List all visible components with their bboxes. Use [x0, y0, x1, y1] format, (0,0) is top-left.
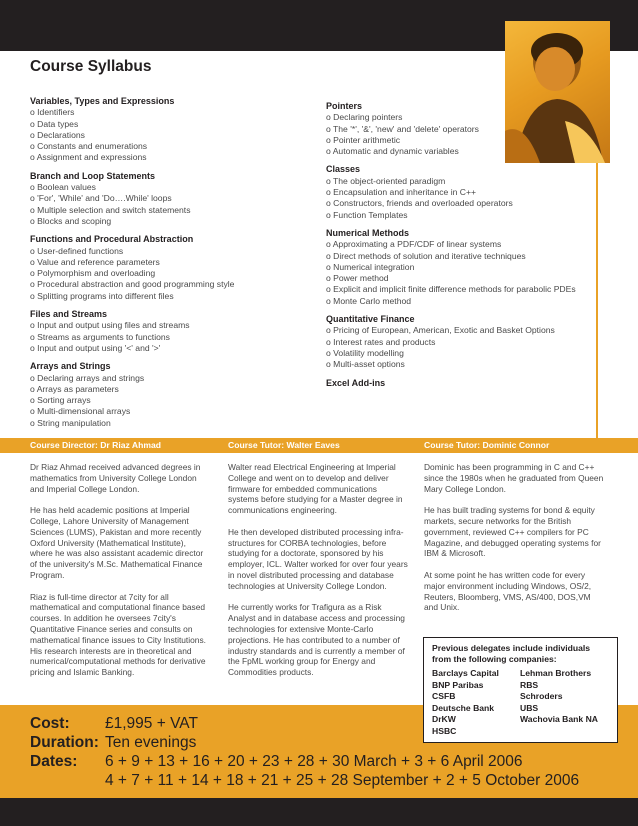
syllabus-item: o Blocks and scoping [30, 215, 112, 226]
syllabus-item: o Volatility modelling [326, 347, 404, 358]
syllabus-item: o Pointer arithmetic [326, 134, 401, 145]
bio-walter [228, 462, 408, 689]
syllabus-item: o Interest rates and products [326, 336, 436, 347]
company-list [432, 668, 609, 737]
syllabus-item: o Constants and enumerations [30, 141, 148, 152]
cost-label: Cost: [30, 715, 70, 732]
syllabus-item: o Encapsulation and inheritance in C++ [326, 187, 477, 198]
syllabus-item: o Automatic and dynamic variables [326, 146, 459, 157]
bio-paragraph: He has held academic positions at Imperial College, Lahore University of Management Sciences (LUMS), Pakistan and more recently Oxford University (Mathematical Institute), where he was also assistant academic director of the university's M.Sc. Mathematical Finance Program. [30, 505, 204, 580]
accent-line [596, 163, 598, 438]
bio-paragraph: He then developed distributed processing infra-structures for CORBA technologies, before studying for a doctorate, sponsored by his employer, ICL. Walter worked for over four years in novel distributed processing and database technologies at University College London. [228, 526, 408, 591]
syllabus-item: o Data types [30, 118, 79, 129]
bio-paragraph: He currently works for Trafigura as a Risk Analyst and in database access and processing technologies for extensive Monte-Carlo projections. He has contributed to a number of industry standards and is currently a member of the FpML working group for Energy and Commodities products. [228, 602, 405, 678]
staff-heading: Course Tutor: Dominic Connor [424, 440, 550, 450]
syllabus-item: o Numerical integration [326, 261, 415, 272]
syllabus-item: o Boolean values [30, 182, 96, 193]
section-title: Branch and Loop Statements [30, 170, 156, 181]
company-name: Schroders [520, 691, 563, 701]
syllabus-item: o Explicit and implicit finite difference methods for parabolic PDEs [326, 284, 576, 295]
syllabus-item: o Input and output using '<' and '>' [30, 342, 161, 353]
syllabus-item: o Input and output using files and streams [30, 320, 190, 331]
syllabus-item: o The '*', '&', 'new' and 'delete' operators [326, 123, 479, 134]
duration-value: Ten evenings [105, 734, 197, 751]
section-title: Quantitative Finance [326, 314, 415, 325]
bio-paragraph: Riaz is full-time director at 7city for all mathematical and computational finance based courses. In addition he oversees 7city's Quantitative Finance series and consults on mathematical finance issues to City Institutions. His research interests are in theoretical and numerical/computational methods for derivative pricing and Islamic Banking. [30, 591, 206, 678]
dates-value-1: 6 + 9 + 13 + 16 + 20 + 23 + 28 + 30 March + 3 + 6 April 2006 [105, 753, 523, 770]
syllabus-item: o Monte Carlo method [326, 295, 412, 306]
syllabus-item: o User-defined functions [30, 245, 124, 256]
syllabus-item: o Streams as arguments to functions [30, 331, 170, 342]
section-title: Excel Add-ins [326, 377, 386, 388]
syllabus-item: o Pricing of European, American, Exotic and Basket Options [326, 325, 555, 336]
bottom-bar [0, 798, 638, 826]
section-title: Numerical Methods [326, 227, 410, 238]
syllabus-right-column [326, 101, 596, 389]
syllabus-item: o Multi-asset options [326, 359, 405, 370]
company-name: Barclays Capital [432, 668, 499, 678]
staff-header-band [0, 438, 638, 453]
dates-label: Dates: [30, 753, 78, 770]
syllabus-item: o Declaring arrays and strings [30, 372, 145, 383]
company-name: CSFB [432, 691, 456, 701]
section-title: Arrays and Strings [30, 361, 111, 372]
bio-paragraph: He has built trading systems for bond & equity markets, secure networks for the British government, reviewed C++ compilers for PC Magazine, and debugged operating systems for IBM & Microsoft. [424, 505, 601, 559]
syllabus-item: o Assignment and expressions [30, 152, 147, 163]
staff-heading: Course Director: Dr Riaz Ahmad [30, 440, 161, 450]
syllabus-item: o The object-oriented paradigm [326, 175, 446, 186]
section-title: Pointers [326, 101, 363, 111]
company-name: Wachovia Bank NA [520, 714, 598, 724]
delegates-box [423, 637, 618, 743]
staff-heading: Course Tutor: Walter Eaves [228, 440, 340, 450]
delegates-heading: Previous delegates include individuals from the following companies: [432, 643, 591, 664]
bio-paragraph: Dr Riaz Ahmad received advanced degrees in mathematics from University College London and Imperial College London. [30, 462, 201, 494]
page-title: Course Syllabus [30, 58, 152, 75]
company-name: Deutsche Bank [432, 702, 495, 713]
syllabus-item: o Declaring pointers [326, 112, 403, 123]
bio-paragraph: Walter read Electrical Engineering at Imperial College and went on to develop and deliver firmware for embedded communications systems before studying for a Master degree in communications engineering. [228, 462, 403, 516]
syllabus-item: o Value and reference parameters [30, 256, 160, 267]
bio-paragraph: Dominic has been programming in C and C++ since the 1980s when he graduated from Queen Mary College London. [424, 462, 604, 494]
section-title: Functions and Procedural Abstraction [30, 234, 194, 245]
syllabus-item: o Power method [326, 273, 389, 284]
syllabus-item: o Polymorphism and overloading [30, 268, 156, 279]
duration-label: Duration: [30, 734, 99, 751]
bio-director [30, 462, 210, 689]
syllabus-left-column [30, 96, 305, 429]
syllabus-item: o String manipulation [30, 417, 111, 428]
syllabus-item: o Constructors, friends and overloaded operators [326, 198, 513, 209]
syllabus-item: o Approximating a PDF/CDF of linear systems [326, 239, 502, 250]
company-name: RBS [520, 679, 539, 690]
company-name: BNP Paribas [432, 679, 484, 690]
section-title: Variables, Types and Expressions [30, 96, 175, 106]
company-name: HSBC [432, 725, 457, 736]
company-name: DrKW [432, 714, 456, 724]
syllabus-item: o Identifiers [30, 107, 75, 118]
syllabus-item: o Direct methods of solution and iterative techniques [326, 250, 526, 261]
company-name: Lehman Brothers [520, 668, 592, 678]
syllabus-item: o 'For', 'While' and 'Do….While' loops [30, 193, 172, 204]
cost-value: £1,995 + VAT [105, 715, 198, 732]
syllabus-item: o Arrays as parameters [30, 383, 119, 394]
syllabus-item: o Declarations [30, 129, 85, 140]
syllabus-item: o Procedural abstraction and good programming style [30, 279, 235, 290]
syllabus-item: o Multi-dimensional arrays [30, 406, 131, 417]
dates-value-2: 4 + 7 + 11 + 14 + 18 + 21 + 25 + 28 September + 2 + 5 October 2006 [105, 772, 580, 789]
company-name: UBS [520, 702, 539, 713]
syllabus-item: o Sorting arrays [30, 395, 91, 406]
syllabus-item: o Multiple selection and switch statements [30, 204, 191, 215]
section-title: Classes [326, 164, 361, 175]
bio-paragraph: At some point he has written code for every major environment including Windows, OS/2, Reuters, Bloomberg, VMS, AS/400, DOS,VM and Unix. [424, 569, 592, 613]
bio-dominic [424, 462, 604, 624]
section-title: Files and Streams [30, 309, 108, 320]
syllabus-item: o Splitting programs into different files [30, 290, 174, 301]
syllabus-item: o Function Templates [326, 209, 408, 220]
